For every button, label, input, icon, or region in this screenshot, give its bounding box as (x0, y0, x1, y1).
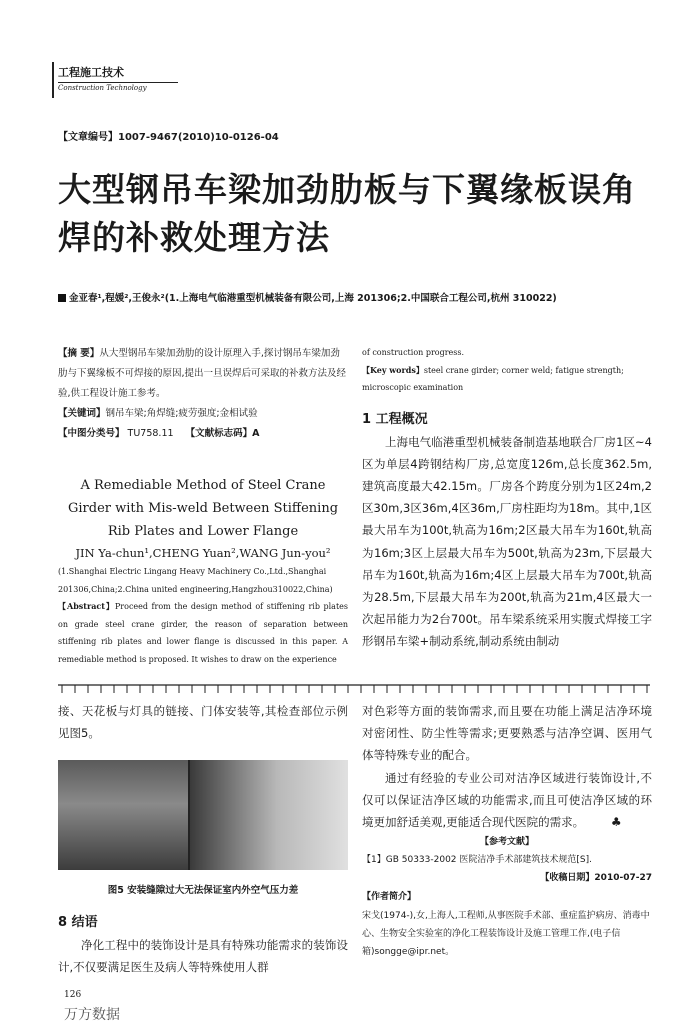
watermark: 万方数据 (64, 1007, 120, 1023)
lower-right-p2-text: 通过有经验的专业公司对洁净区域进行装饰设计,不仅可以保证洁净区域的功能需求,而且可使洁净区域的环境更加舒适美观,更能适合现代医院的需求。 (362, 770, 652, 830)
class-value: TU758.11 (127, 428, 174, 439)
journal-header (58, 66, 178, 94)
abstract-zh-text: 从大型钢吊车梁加劲肋的设计原理入手,探讨钢吊车梁加劲肋与下翼缘板不可焊接的原因,提出一旦误焊后可采取的补救方法及经验,供工程设计施工参考。 (58, 348, 347, 399)
right-column-upper (362, 344, 652, 653)
figure-5-photo (58, 760, 348, 870)
end-mark-icon: ♣ (610, 815, 622, 830)
class-label: 【中图分类号】 (58, 428, 125, 439)
header-bar (52, 62, 54, 98)
lower-left-text: 接、天花板与灯具的链接、门体安装等,其检查部位示例见图5。 (58, 704, 348, 741)
photo-right-panel (190, 760, 348, 870)
right-column-lower (362, 700, 652, 961)
page-divider (58, 682, 650, 696)
keywords-en-label: 【Key words】 (362, 364, 424, 375)
section-8 (58, 912, 348, 978)
journal-section-zh: 工程施工技术 (58, 66, 178, 83)
section-1-heading: 1 工程概况 (362, 411, 428, 427)
keywords-zh-label: 【关键词】 (58, 408, 106, 419)
english-authors: JIN Ya-chun¹,CHENG Yuan²,WANG Jun-you² (75, 546, 331, 560)
keywords-zh-text: 钢吊车梁;角焊缝;疲劳强度;金相试验 (105, 408, 258, 419)
lower-right-p1: 对色彩等方面的装饰需求,而且要在功能上满足洁净环境对密闭性、防尘性等需求;更要熟悉与洁净空调、医用气体等特殊专业的配合。 (362, 704, 652, 763)
received-date: 【收稿日期】2010-07-27 (540, 873, 652, 884)
square-bullet-icon (58, 294, 66, 302)
english-affiliation: (1.Shanghai Electric Lingang Heavy Machinery Co.,Ltd.,Shanghai 201306,China;2.China united engineering,Hangzhou310022,China) (58, 567, 333, 594)
author-text: 金亚春¹,程媛²,王俊永²(1.上海电气临港重型机械装备有限公司,上海 201306;2.中国联合工程公司,杭州 310022) (69, 293, 557, 304)
page-number: 126 (64, 990, 82, 1000)
author-line (58, 290, 678, 304)
doc-code-label: 【文献标志码】 (185, 428, 253, 439)
abstract-zh (58, 344, 348, 404)
journal-section-en: Construction Technology (58, 84, 147, 92)
doc-code-value: A (252, 428, 260, 439)
figure-5-caption: 图5 安装缝隙过大无法保证室内外空气压力差 (107, 885, 299, 896)
article-number: 【文章编号】1007-9467(2010)10-0126-04 (58, 132, 279, 143)
left-column-lower (58, 700, 348, 744)
abstract-en-continued: of construction progress. (362, 348, 465, 357)
abstract-en-text: Proceed from the design method of stiffening rib plates on grade steel crane girder, the reason of separation between stiffening rib plates and lower flange is discussed in this paper. A remediable method is proposed. It wishes to draw on the experience (58, 602, 348, 664)
keywords-en (362, 362, 652, 397)
author-intro-heading: 【作者简介】 (362, 892, 417, 903)
class-number (58, 424, 348, 444)
paper-title: 大型钢吊车梁加劲肋板与下翼缘板误角焊的补救处理方法 (58, 170, 636, 257)
photo-left-panel (58, 760, 188, 870)
reference-1: 【1】GB 50333-2002 医院洁净手术部建筑技术规范[S]. (362, 855, 592, 866)
left-column-upper (58, 344, 348, 668)
lower-right-p2 (362, 767, 652, 834)
english-title: A Remediable Method of Steel Crane Girder with Mis-weld Between Stiffening Rib Plates and Lower Flange (67, 478, 339, 539)
references-heading: 【参考文献】 (479, 837, 534, 848)
keywords-en-text: steel crane girder; corner weld; fatigue strength; microscopic examination (362, 365, 624, 392)
abstract-en (58, 598, 348, 668)
author-intro-text: 宋戈(1974-),女,上海人,工程师,从事医院手术部、重症监护病房、消毒中心、生物安全实验室的净化工程装饰设计及施工管理工作,(电子信箱)songge@ipr.net。 (362, 911, 650, 958)
keywords-zh (58, 404, 348, 424)
section-1-text: 上海电气临港重型机械装备制造基地联合厂房1区~4区为单层4跨钢结构厂房,总宽度126m,总长度362.5m,建筑高度最大42.15m。厂房各个跨度分别为1区24m,2区30m,3区36m,4区36m,厂房柱距均为18m。其中,1区最大吊车为100t,轨高为16m;2区最大吊车为160t,轨高为16m;3区上层最大吊车为500t,轨高为23m,下层最大吊车为160t,轨高为16m;4区上层最大吊车为700t,轨高为28.5m,下层最大吊车为200t,轨高为21m,4区最大一次起吊能力为2台700t。吊车梁系统采用实腹式焊接工字形钢吊车梁+制动系统,制动系统由制动 (362, 434, 652, 649)
abstract-en-label: 【Abstract】 (58, 601, 115, 611)
section-8-heading: 8 结语 (58, 915, 98, 930)
section-8-text: 净化工程中的装饰设计是具有特殊功能需求的装饰设计,不仅要满足医生及病人等特殊使用人群 (58, 938, 348, 975)
abstract-zh-label: 【摘 要】 (58, 348, 100, 359)
